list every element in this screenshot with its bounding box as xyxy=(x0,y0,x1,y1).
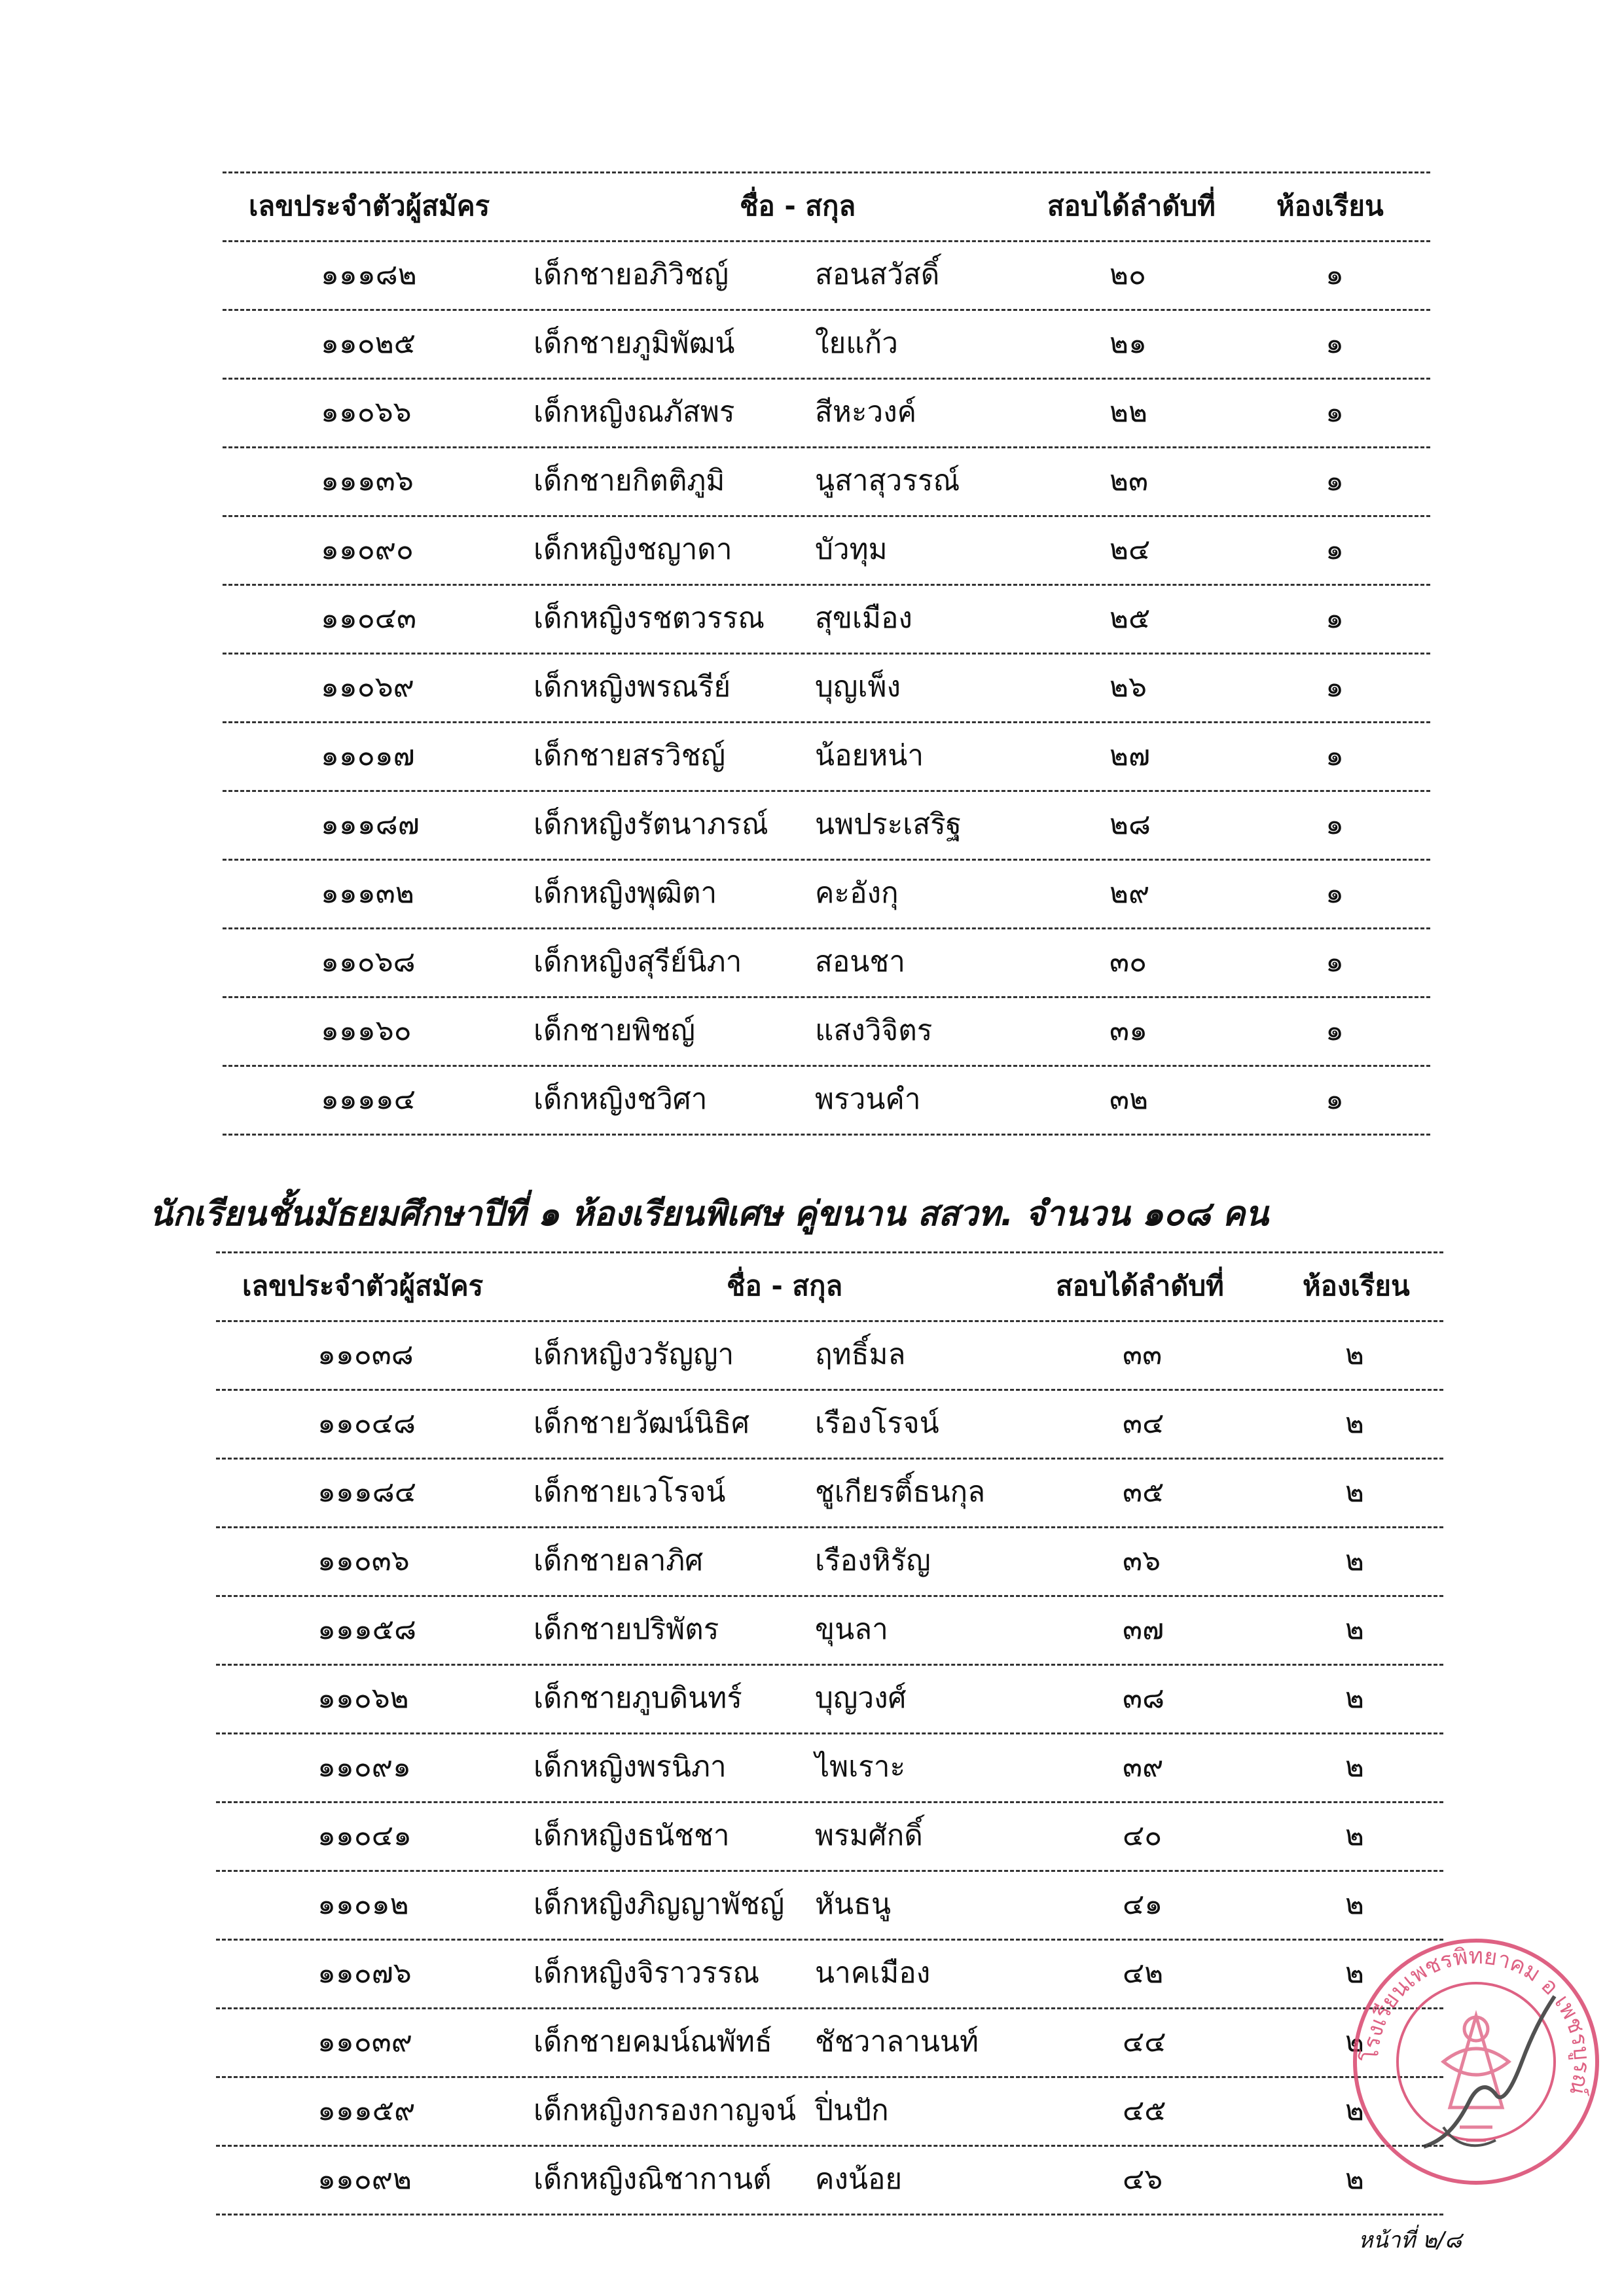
applicant-id: ๑๑๐๖๒ xyxy=(317,1681,409,1715)
last-name: พรมศักดิ์ xyxy=(815,1819,923,1852)
rank: ๒๕ xyxy=(1110,601,1151,635)
rank: ๒๐ xyxy=(1110,258,1146,291)
header-rank: สอบได้ลำดับที่ xyxy=(1056,1270,1224,1302)
last-name: สุขเมือง xyxy=(815,601,912,635)
last-name: บุญเพ็ง xyxy=(815,670,901,704)
room: ๑ xyxy=(1326,258,1344,291)
room: ๑ xyxy=(1326,327,1344,360)
table-row xyxy=(223,311,1430,380)
last-name: สีหะวงค์ xyxy=(815,395,917,429)
table-row xyxy=(216,1391,1443,1460)
page-number: หน้าที่ ๒/๘ xyxy=(1358,2227,1462,2253)
last-name: แสงวิจิตร xyxy=(815,1014,933,1047)
rank: ๓๗ xyxy=(1123,1613,1164,1646)
rank: ๓๔ xyxy=(1123,1407,1164,1440)
applicant-id: ๑๑๐๖๙ xyxy=(321,670,414,704)
first-name: เด็กหญิงรัตนาภรณ์ xyxy=(533,808,768,841)
last-name: บุญวงศ์ xyxy=(815,1681,907,1715)
room: ๑ xyxy=(1326,1083,1344,1116)
first-name: เด็กชายลาภิศ xyxy=(533,1544,704,1577)
table-row xyxy=(216,1528,1443,1597)
first-name: เด็กหญิงพรนิภา xyxy=(533,1750,727,1784)
rank: ๓๕ xyxy=(1123,1475,1164,1509)
first-name: เด็กชายภูบดินทร์ xyxy=(533,1681,742,1715)
rank: ๒๗ xyxy=(1110,739,1151,772)
first-name: เด็กหญิงภิญญาพัชญ์ xyxy=(533,1888,785,1921)
applicant-id: ๑๑๑๘๔ xyxy=(317,1475,417,1509)
table-row xyxy=(223,242,1430,311)
last-name: หันธนู xyxy=(815,1888,892,1921)
last-name: น้อยหน่า xyxy=(815,739,924,772)
header-applicant-id: เลขประจำตัวผู้สมัคร xyxy=(249,190,490,222)
first-name: เด็กหญิงชวิศา xyxy=(533,1083,708,1116)
table-row xyxy=(216,1460,1443,1528)
applicant-id: ๑๑๐๙๐ xyxy=(321,533,414,566)
applicant-id: ๑๑๐๔๘ xyxy=(317,1407,416,1440)
last-name: นพประเสริฐ xyxy=(815,808,962,841)
applicant-id: ๑๑๑๓๖ xyxy=(321,464,414,497)
rank: ๔๑ xyxy=(1123,1888,1163,1921)
first-name: เด็กหญิงวรัญญา xyxy=(533,1338,734,1371)
last-name: พรวนคำ xyxy=(815,1083,921,1116)
applicant-id: ๑๑๐๙๑ xyxy=(317,1750,411,1784)
first-name: เด็กชายสรวิชญ์ xyxy=(533,739,726,772)
applicant-id: ๑๑๐๓๙ xyxy=(317,2025,413,2058)
table-row xyxy=(223,586,1430,655)
first-name: เด็กหญิงสุรีย์นิภา xyxy=(533,945,742,978)
last-name: ชูเกียรติ์ธนกุล xyxy=(815,1475,986,1509)
rank: ๓๒ xyxy=(1110,1083,1149,1116)
rank: ๒๘ xyxy=(1110,808,1151,841)
room: ๒ xyxy=(1345,2025,1365,2058)
table-row xyxy=(216,2147,1443,2215)
last-name: ฤทธิ์มล xyxy=(815,1338,906,1371)
first-name: เด็กชายคมน์ณพัทธ์ xyxy=(533,2025,772,2058)
room: ๒ xyxy=(1345,2162,1365,2196)
rank: ๓๘ xyxy=(1123,1681,1165,1715)
rank: ๓๖ xyxy=(1123,1544,1161,1577)
last-name: นูสาสุวรรณ์ xyxy=(815,464,960,497)
header-room: ห้องเรียน xyxy=(1303,1270,1410,1302)
first-name: เด็กหญิงพุฒิตา xyxy=(533,876,717,910)
applicant-id: ๑๑๐๒๕ xyxy=(321,327,416,360)
rank: ๔๒ xyxy=(1123,1956,1164,1990)
applicant-id: ๑๑๐๓๖ xyxy=(317,1544,410,1577)
applicant-id: ๑๑๐๑๗ xyxy=(321,739,415,772)
table-row xyxy=(223,380,1430,448)
table-row xyxy=(223,655,1430,723)
table-row xyxy=(216,1872,1443,1941)
table-row xyxy=(223,723,1430,792)
table-row xyxy=(223,929,1430,998)
room: ๑ xyxy=(1326,464,1344,497)
school-seal-stamp xyxy=(1345,1931,1607,2193)
rank: ๓๙ xyxy=(1123,1750,1164,1784)
rank: ๔๕ xyxy=(1123,2094,1166,2127)
table-row xyxy=(223,1067,1430,1136)
first-name: เด็กหญิงณิชากานต์ xyxy=(533,2162,772,2196)
last-name: ใยแก้ว xyxy=(815,327,898,360)
applicant-id: ๑๑๑๕๙ xyxy=(317,2094,416,2127)
first-name: เด็กหญิงรชตวรรณ xyxy=(533,601,765,635)
seal-text: โรงเรียนเพชรพิทยาคม อ.เพชรบูรณ์ xyxy=(1357,1943,1595,2098)
first-name: เด็กชายวัฒน์นิธิศ xyxy=(533,1407,749,1440)
last-name: ไพเราะ xyxy=(815,1750,906,1784)
last-name: ปิ่นปัก xyxy=(815,2094,889,2127)
applicant-id: ๑๑๑๓๒ xyxy=(321,876,414,910)
first-name: เด็กหญิงณภัสพร xyxy=(533,395,735,429)
rank: ๒๑ xyxy=(1110,327,1147,360)
rank: ๒๔ xyxy=(1110,533,1151,566)
candidate-table-room-2 xyxy=(216,1251,1443,2215)
room: ๒ xyxy=(1345,1888,1365,1921)
header-applicant-id: เลขประจำตัวผู้สมัคร xyxy=(242,1270,484,1302)
first-name: เด็กหญิงชญาดา xyxy=(533,533,732,566)
applicant-id: ๑๑๐๔๑ xyxy=(317,1819,412,1852)
last-name: คงน้อย xyxy=(815,2162,903,2196)
table-row xyxy=(216,1666,1443,1734)
applicant-id: ๑๑๐๓๘ xyxy=(317,1338,414,1371)
rank: ๔๖ xyxy=(1123,2162,1163,2196)
rank: ๓๐ xyxy=(1110,945,1147,978)
table-row xyxy=(223,861,1430,929)
room: ๒ xyxy=(1345,1819,1365,1852)
last-name: สอนสวัสดิ์ xyxy=(815,258,940,291)
first-name: เด็กชายอภิวิชญ์ xyxy=(533,258,729,291)
table-row xyxy=(216,2078,1443,2147)
table-row xyxy=(216,1322,1443,1391)
last-name: เรืองหิรัญ xyxy=(815,1544,931,1577)
last-name: นาคเมือง xyxy=(815,1956,931,1990)
room: ๑ xyxy=(1326,876,1344,910)
first-name: เด็กชายเวโรจน์ xyxy=(533,1475,726,1509)
first-name: เด็กหญิงพรณรีย์ xyxy=(533,670,731,704)
room: ๑ xyxy=(1326,739,1344,772)
header-rank: สอบได้ลำดับที่ xyxy=(1047,190,1216,222)
first-name: เด็กชายปริพัตร xyxy=(533,1613,719,1646)
table-row xyxy=(216,1734,1443,1803)
table-row xyxy=(223,792,1430,861)
table-row xyxy=(223,998,1430,1067)
header-name: ชื่อ - สกุล xyxy=(740,190,856,222)
last-name: สอนชา xyxy=(815,945,905,978)
room: ๑ xyxy=(1326,601,1344,635)
room: ๒ xyxy=(1345,1613,1365,1646)
first-name: เด็กหญิงธนัชชา xyxy=(533,1819,730,1852)
table-header xyxy=(223,171,1430,242)
room: ๒ xyxy=(1345,1750,1365,1784)
rank: ๒๖ xyxy=(1110,670,1147,704)
room: ๑ xyxy=(1326,670,1344,704)
applicant-id: ๑๑๐๖๖ xyxy=(321,395,412,429)
rank: ๒๙ xyxy=(1110,876,1150,910)
first-name: เด็กหญิงกรองกาญจน์ xyxy=(533,2094,797,2127)
applicant-id: ๑๑๑๕๘ xyxy=(317,1613,417,1646)
applicant-id: ๑๑๐๙๒ xyxy=(317,2162,412,2196)
applicant-id: ๑๑๑๑๔ xyxy=(321,1083,416,1116)
candidate-table-room-1 xyxy=(223,171,1430,1136)
rank: ๒๓ xyxy=(1110,464,1149,497)
room: ๑ xyxy=(1326,945,1344,978)
header-room: ห้องเรียน xyxy=(1276,190,1384,222)
first-name: เด็กชายกิตติภูมิ xyxy=(533,464,725,497)
table-row xyxy=(223,517,1430,586)
table-row xyxy=(216,2009,1443,2078)
first-name: เด็กชายภูมิพัฒน์ xyxy=(533,327,735,360)
room: ๒ xyxy=(1345,1407,1365,1440)
applicant-id: ๑๑๐๖๘ xyxy=(321,945,416,978)
table-row xyxy=(223,448,1430,517)
last-name: เรืองโรจน์ xyxy=(815,1407,939,1440)
rank: ๔๔ xyxy=(1123,2025,1166,2058)
applicant-id: ๑๑๑๘๗ xyxy=(321,808,420,841)
room: ๑ xyxy=(1326,533,1344,566)
applicant-id: ๑๑๐๔๓ xyxy=(321,601,417,635)
table-header xyxy=(216,1251,1443,1322)
room: ๑ xyxy=(1326,1014,1344,1047)
last-name: คะอังกุ xyxy=(815,876,899,910)
table-row xyxy=(216,1941,1443,2009)
room: ๒ xyxy=(1345,1544,1365,1577)
rank: ๔๐ xyxy=(1123,1819,1163,1852)
room: ๒ xyxy=(1345,1956,1365,1990)
header-name: ชื่อ - สกุล xyxy=(727,1270,843,1302)
room: ๑ xyxy=(1326,808,1344,841)
room: ๑ xyxy=(1326,395,1344,429)
rank: ๓๑ xyxy=(1110,1014,1148,1047)
table-body xyxy=(223,242,1430,1136)
room: ๒ xyxy=(1345,1338,1365,1371)
table-row xyxy=(216,1597,1443,1666)
last-name: ขุนลา xyxy=(815,1613,888,1646)
applicant-id: ๑๑๐๗๖ xyxy=(317,1956,412,1990)
applicant-id: ๑๑๐๑๒ xyxy=(317,1888,409,1921)
last-name: ชัชวาลานนท์ xyxy=(815,2025,979,2058)
first-name: เด็กชายพิชญ์ xyxy=(533,1014,695,1047)
applicant-id: ๑๑๑๖๐ xyxy=(321,1014,412,1047)
last-name: บัวทุม xyxy=(815,533,888,566)
table-row xyxy=(216,1803,1443,1872)
rank: ๒๒ xyxy=(1110,395,1148,429)
first-name: เด็กหญิงจิราวรรณ xyxy=(533,1956,760,1990)
applicant-id: ๑๑๑๘๒ xyxy=(321,258,417,291)
table-body xyxy=(216,1322,1443,2215)
rank: ๓๓ xyxy=(1123,1338,1163,1371)
section-heading: นักเรียนชั้นมัธยมศึกษาปีที่ ๑ ห้องเรียนพิเศษ คู่ขนาน สสวท. จำนวน ๑๐๘ คน xyxy=(149,1194,1269,1234)
room: ๒ xyxy=(1345,1681,1365,1715)
room: ๒ xyxy=(1345,2094,1365,2127)
room: ๒ xyxy=(1345,1475,1365,1509)
